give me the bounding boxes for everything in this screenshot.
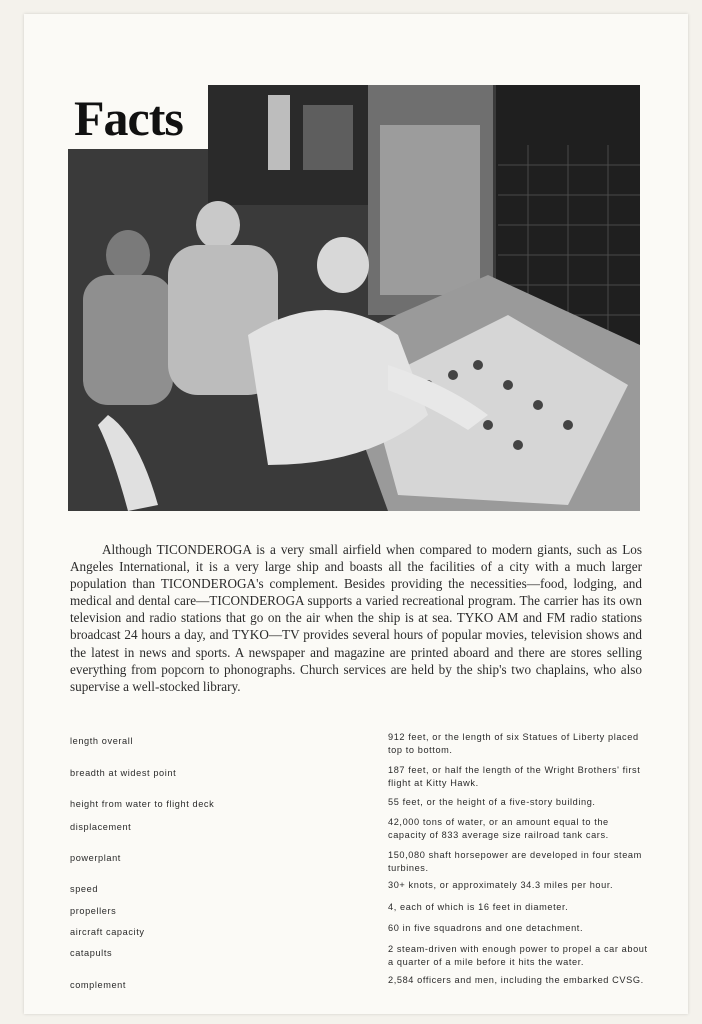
spec-value-speed: 30+ knots, or approximately 34.3 miles per hour. (388, 880, 614, 890)
spec-label-speed: speed (70, 884, 99, 894)
intro-paragraph: Although TICONDEROGA is a very small airfield when compared to modern giants, such as Los Angeles International, it is a very large ship and boasts all the facilities of a city with a much larger population than TICONDEROGA's complement. Besides providing the necessities—food, lodging, and medical and dental care—TICONDEROGA supports a varied recreational program. The carrier has its own television and radio stations that go on the air when the ship is at sea. TYKO AM and FM radio stations broadcast 24 hours a day, and TYKO—TV provides several hours of popular movies, television shows and the latest in news and sports. A newspaper and magazine are printed aboard and there are stores selling everything from popcorn to phonographs. Church services are held by the ship's two chaplains, who also supervise a well-stocked library. (70, 542, 642, 694)
spec-label-breadth: breadth at widest point (70, 768, 177, 778)
spec-value-complement: 2,584 officers and men, including the embarked CVSG. (388, 975, 644, 985)
spec-value-catapults: 2 steam-driven with enough power to propel a car about a quarter of a mile before it hits the water. (388, 944, 648, 967)
spec-label-displacement: displacement (70, 822, 132, 832)
spec-value-propellers: 4, each of which is 16 feet in diameter. (388, 902, 569, 912)
spec-value-breadth: 187 feet, or half the length of the Wright Brothers' first flight at Kitty Hawk. (388, 765, 641, 788)
spec-value-length: 912 feet, or the length of six Statues of Liberty placed top to bottom. (388, 732, 639, 755)
spec-value-powerplant: 150,080 shaft horsepower are developed in four steam turbines. (388, 850, 642, 873)
control-room-photo (68, 85, 640, 511)
page-title: Facts (74, 90, 183, 146)
spec-value-aircraft-capacity: 60 in five squadrons and one detachment. (388, 923, 584, 933)
facts-title-box (68, 85, 208, 149)
spec-label-propellers: propellers (70, 906, 117, 916)
spec-value-displacement: 42,000 tons of water, or an amount equal to the capacity of 833 average size railroad tank cars. (388, 817, 609, 840)
spec-label-aircraft-capacity: aircraft capacity (70, 927, 145, 937)
spec-value-height: 55 feet, or the height of a five-story building. (388, 797, 596, 807)
spec-label-powerplant: powerplant (70, 853, 121, 863)
spec-label-length: length overall (70, 736, 134, 746)
spec-label-height: height from water to flight deck (70, 799, 215, 809)
spec-label-catapults: catapults (70, 948, 113, 958)
spec-label-complement: complement (70, 980, 127, 990)
